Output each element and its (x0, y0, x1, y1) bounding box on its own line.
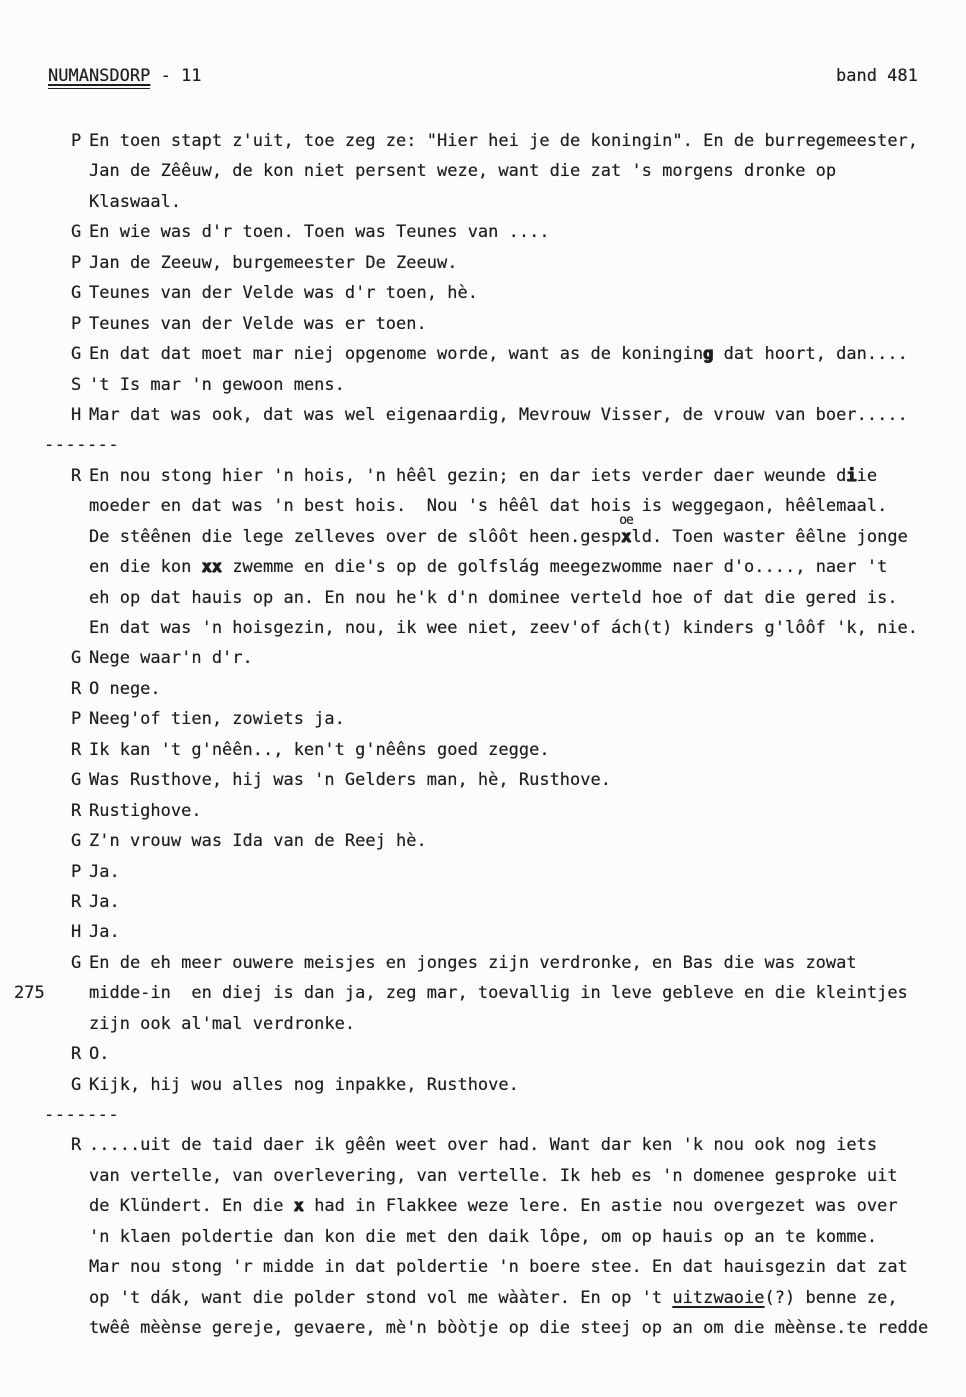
line-text: Jan de Zêêuw, de kon niet persent weze, want die zat 's morgens dronke op (89, 161, 837, 182)
speaker-label: R (71, 1135, 82, 1156)
line-text: Teunes van der Velde was d'r toen, hè. (89, 283, 478, 304)
transcript-line (0, 978, 966, 1008)
speaker-label: G (71, 770, 82, 791)
transcript-line (0, 1191, 966, 1221)
line-text: 't Is mar 'n gewoon mens. (89, 374, 345, 395)
underlined-word: uitzwaoie (672, 1287, 765, 1308)
transcript-line (0, 826, 966, 856)
speaker-label: R (71, 1044, 82, 1065)
speaker-label: R (71, 465, 82, 486)
line-text: .....uit de taid daer ik gêên weet over had. Want dar ken 'k nou ook nog iets (89, 1135, 878, 1156)
line-text: En dat dat moet mar niej opgenome worde, want as de koninging dat hoort, dan.... (89, 344, 908, 365)
speaker-label: R (71, 678, 82, 699)
speaker-label: H (71, 922, 82, 943)
transcript-line (0, 1252, 966, 1282)
speaker-label: P (71, 709, 82, 730)
speaker-label: S (71, 374, 82, 395)
transcript-line (0, 735, 966, 765)
transcript-line (0, 187, 966, 217)
page-header (0, 66, 966, 92)
line-text: moeder en dat was 'n best hois. Nou 's hêêl dat hois is weggegaon, hêêlemaal. (89, 496, 888, 517)
transcript-line (0, 583, 966, 613)
line-text: en die kon xx zwemme en die's op de golfslág meegezwomme naer d'o...., naer 't (89, 557, 888, 578)
page-title-main: NUMANSDORP (48, 66, 150, 89)
transcript-line (0, 156, 966, 186)
speaker-label: P (71, 313, 82, 334)
line-text: O nege. (89, 678, 161, 699)
speaker-label: R (71, 739, 82, 760)
line-text: twêê mèènse gereje, gevaere, mè'n bòòtje op die steej op an om die mèènse.te redde (89, 1318, 929, 1339)
speaker-label: G (71, 831, 82, 852)
transcript-line (0, 674, 966, 704)
line-text: Teunes van der Velde was er toen. (89, 313, 427, 334)
line-text: eh op dat hauis op an. En nou he'k d'n dominee verteld hoe of dat die gered is. (89, 587, 898, 608)
transcript-line (0, 857, 966, 887)
line-text: Ja. (89, 922, 120, 943)
transcript-line (0, 1070, 966, 1100)
transcript-line (0, 370, 966, 400)
transcript-line (0, 400, 966, 430)
speaker-label: R (71, 800, 82, 821)
transcript-line (0, 765, 966, 795)
line-text: En dat was 'n hoisgezin, nou, ik wee niet, zeev'of ách(t) kinders g'lôôf 'k, nie. (89, 618, 919, 638)
line-text: zijn ook al'mal verdronke. (89, 1013, 356, 1034)
speaker-label: R (71, 891, 82, 912)
page-title (48, 66, 202, 86)
line-text: Mar dat was ook, dat was wel eigenaardig, Mevrouw Visser, de vrouw van boer..... (89, 404, 908, 425)
line-text: Rustighove. (89, 800, 202, 821)
speaker-label: P (71, 131, 82, 151)
speaker-label: G (71, 648, 82, 669)
speaker-label: P (71, 252, 82, 273)
transcript-line (0, 1009, 966, 1039)
transcript-line (0, 491, 966, 521)
line-text: En nou stong hier 'n hois, 'n hêêl gezin; en dar iets verder daer weunde diie (89, 465, 878, 486)
band-label: band 481 (836, 66, 918, 86)
line-text: Neeg'of tien, zowiets ja. (89, 709, 345, 730)
typed-correction (619, 512, 633, 552)
line-text: de Klündert. En die x had in Flakkee weze lere. En astie nou overgezet was over (89, 1196, 898, 1217)
transcript-line (0, 1039, 966, 1069)
separator-dashes (0, 1100, 966, 1130)
line-text: En toen stapt z'uit, toe zeg ze: "Hier hei je de koningin". En de burregemeester, (89, 131, 919, 151)
speaker-label: P (71, 861, 82, 882)
line-text: Ja. (89, 891, 120, 912)
line-text: De stêênen die lege zelleves over de slôôt heen.gesp oe xld. Toen waster êêlne jonge (89, 527, 908, 547)
line-text: Mar nou stong 'r midde in dat poldertie 'n boere stee. En dat hauisgezin dat zat (89, 1257, 908, 1278)
correction-superscript: oe (619, 512, 633, 528)
separator-text: ------- (44, 435, 120, 456)
transcript-line (0, 1313, 966, 1343)
speaker-label: G (71, 283, 82, 304)
line-text: Ik kan 't g'nêên.., ken't g'nêêns goed zegge. (89, 739, 550, 760)
line-text: Kijk, hij wou alles nog inpakke, Rusthove. (89, 1074, 519, 1095)
transcript-line (0, 217, 966, 247)
line-text: En de eh meer ouwere meisjes en jonges zijn verdronke, en Bas die was zowat (89, 952, 857, 973)
overstrike-mark: x (293, 1196, 304, 1217)
overstrike-mark: x (621, 526, 632, 547)
separator-text: ------- (44, 1105, 120, 1125)
transcript-line (0, 339, 966, 369)
speaker-label: G (71, 1074, 82, 1095)
transcript-line (0, 948, 966, 978)
line-text: midde-in en diej is dan ja, zeg mar, toevallig in leve gebleve en die kleintjes (89, 983, 908, 1004)
line-text: van vertelle, van overlevering, van vertelle. Ik heb es 'n domenee gesproke uit (89, 1165, 898, 1186)
line-text: Jan de Zeeuw, burgemeester De Zeeuw. (89, 252, 458, 273)
line-text: Nege waar'n d'r. (89, 648, 253, 669)
page-title-suffix: - 11 (150, 66, 202, 86)
transcript-body (0, 126, 966, 1344)
overstrike-mark: i (846, 465, 857, 486)
transcript-line (0, 917, 966, 947)
transcript-line (0, 1283, 966, 1313)
line-text: En wie was d'r toen. Toen was Teunes van .... (89, 222, 550, 243)
speaker-label: H (71, 404, 82, 425)
margin-line-number: 275 (14, 983, 45, 1004)
transcript-line (0, 552, 966, 582)
transcript-line (0, 461, 966, 491)
speaker-label: G (71, 952, 82, 973)
transcript-line (0, 796, 966, 826)
separator-dashes (0, 430, 966, 460)
transcript-line (0, 1222, 966, 1252)
overstrike-mark: xx (201, 557, 223, 578)
transcript-line (0, 309, 966, 339)
transcript-line (0, 704, 966, 734)
transcript-line (0, 613, 966, 643)
transcript-line (0, 1130, 966, 1160)
speaker-label: G (71, 222, 82, 243)
line-text: Ja. (89, 861, 120, 882)
line-text: O. (89, 1044, 110, 1065)
line-text: Klaswaal. (89, 191, 182, 212)
transcript-line (0, 643, 966, 673)
transcript-line (0, 126, 966, 156)
line-text: Was Rusthove, hij was 'n Gelders man, hè, Rusthove. (89, 770, 611, 791)
speaker-label: G (71, 344, 82, 365)
line-text: op 't dák, want die polder stond vol me wààter. En op 't uitzwaoie(?) benne ze, (89, 1287, 898, 1308)
line-text: 'n klaen poldertie dan kon die met den daik lôpe, om op hauis op an te komme. (89, 1226, 878, 1247)
transcript-line (0, 278, 966, 308)
line-text: Z'n vrouw was Ida van de Reej hè. (89, 831, 427, 852)
transcript-line (0, 512, 966, 552)
overstrike-mark: g (703, 344, 714, 365)
transcript-line (0, 1161, 966, 1191)
transcript-line (0, 887, 966, 917)
transcript-line (0, 248, 966, 278)
